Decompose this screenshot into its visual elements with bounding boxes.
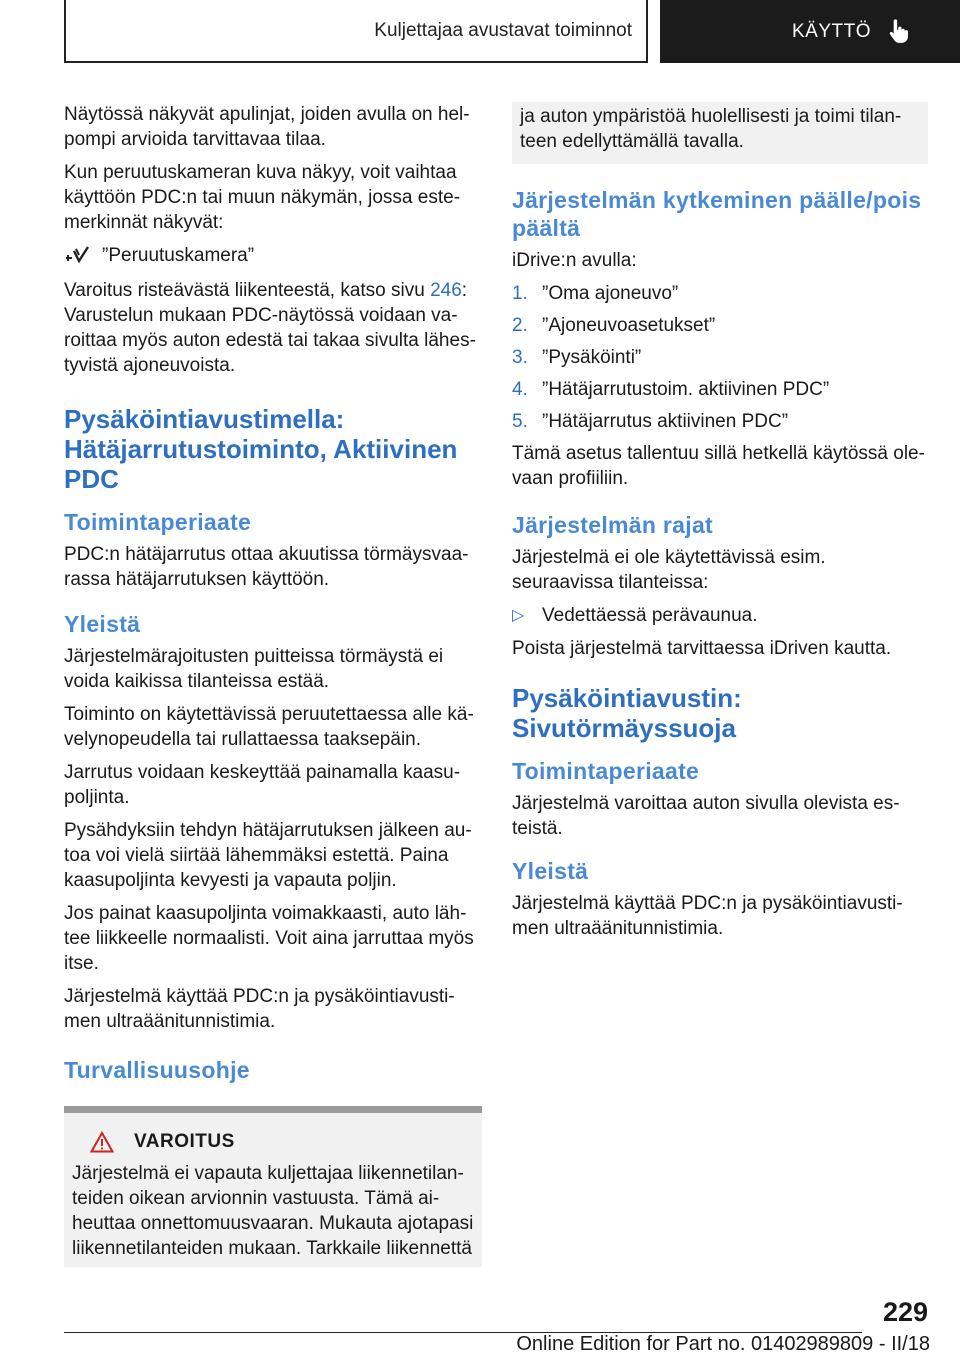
header-section-title <box>64 0 648 63</box>
bullet-list <box>512 603 928 628</box>
paragraph: Järjestelmä käyttää PDC:n ja pysäköintiavusti‐ men ultraäänitunnistimia. <box>512 893 903 939</box>
subheading: Toimintaperiaate <box>512 758 700 784</box>
list-item: 2. ”Ajoneuvoasetukset” <box>512 315 716 336</box>
section-heading: Pysäköintiavustin: Sivutörmäyssuoja <box>512 683 742 743</box>
triangle-bullet-icon: ▷ <box>512 607 525 624</box>
warning-bar <box>64 1106 482 1113</box>
paragraph: Pysähdyksiin tehdyn hätäjarrutuksen jälkeen au‐ toa voi vielä siirtää lähemmäksi estettä. Paina kaasupoljinta kevyesti ja vapauta poljin. <box>64 820 472 891</box>
pdc-camera-icon <box>64 246 90 266</box>
subheading: Yleistä <box>512 858 589 884</box>
page-link[interactable]: 246 <box>430 280 462 301</box>
left-column <box>64 102 482 1267</box>
warning-text: Järjestelmä ei vapauta kuljettajaa liikennetilan‐ teiden oikean arvionnin vastuusta. Tämä ai‐ heuttaa onnettomuusvaaran. Mukauta ajotapasi liikennetilanteiden mukaan. Tarkkaile liikennettä <box>72 1163 474 1259</box>
paragraph: PDC:n hätäjarrutus ottaa akuutissa törmäysvaa‐ rassa hätäjarrutuksen käyttöön. <box>64 544 469 590</box>
hand-pointer-icon <box>885 19 911 45</box>
list-item: 1. ”Oma ajoneuvo” <box>512 283 679 304</box>
paragraph: Järjestelmä ei ole käytettävissä esim. seuraavissa tilanteissa: <box>512 547 826 593</box>
header-chapter-tab[interactable] <box>660 0 960 63</box>
subheading: Järjestelmän rajat <box>512 512 714 538</box>
edition-info: Online Edition for Part no. 01402989809 - II/18 <box>516 1333 930 1355</box>
list-item: ▷ Vedettäessä perävaunua. <box>512 605 758 626</box>
warning-text: ja auton ympäristöä huolellisesti ja toimi tilan‐ teen edellyttämällä tavalla. <box>520 106 902 152</box>
right-column <box>512 102 928 949</box>
paragraph: Järjestelmä käyttää PDC:n ja pysäköintiavusti‐ men ultraäänitunnistimia. <box>64 986 455 1032</box>
paragraph: Järjestelmä varoittaa auton sivulla olevista es‐ teistä. <box>512 793 900 839</box>
list-item: 4. ”Hätäjarrutustoim. aktiivinen PDC” <box>512 379 830 400</box>
paragraph: Toiminto on käytettävissä peruutettaessa alle kä‐ velynopeudella tai rullattaessa taaksepäin. <box>64 704 474 750</box>
paragraph: Järjestelmärajoitusten puitteissa törmäystä ei voida kaikissa tilanteissa estää. <box>64 646 444 692</box>
subheading: Toimintaperiaate <box>64 509 252 535</box>
paragraph: Näytössä näkyvät apulinjat, joiden avulla on hel‐ pompi arvioida tarvittavaa tilaa. <box>64 104 470 150</box>
warning-box-continued <box>512 102 928 164</box>
paragraph: Poista järjestelmä tarvittaessa iDriven kautta. <box>512 638 892 659</box>
warning-title: VAROITUS <box>134 1131 235 1152</box>
paragraph: Varustelun mukaan PDC-näytössä voidaan va‐ roittaa myös auton edestä tai takaa sivulta lähes‐ tyvistä ajoneuvoista. <box>64 305 476 376</box>
chapter-title: KÄYTTÖ <box>792 20 872 42</box>
paragraph: Kun peruutuskameran kuva näkyy, voit vaihtaa käyttöön PDC:n tai muun näkymän, jossa este‐ merkinnät näkyvät: <box>64 162 461 233</box>
paragraph: Jos painat kaasupoljinta voimakkaasti, auto läh‐ tee liikkeelle normaalisti. Voit aina jarruttaa myös itse. <box>64 903 474 974</box>
camera-view-option <box>64 243 482 268</box>
camera-view-label: ”Peruutuskamera” <box>102 245 255 266</box>
subheading: Yleistä <box>64 611 141 637</box>
warning-triangle-icon <box>90 1131 114 1153</box>
warning-header <box>72 1131 474 1153</box>
subheading: Järjestelmän kytkeminen päälle/pois päältä <box>512 187 922 241</box>
paragraph: Jarrutus voidaan keskeyttää painamalla kaasu‐ poljinta. <box>64 762 461 808</box>
step-list <box>512 281 928 434</box>
section-heading: Pysäköintiavustimella: Hätäjarrutustoiminto, Aktiivinen PDC <box>64 404 458 494</box>
list-item: 5. ”Hätäjarrutus aktiivinen PDC” <box>512 411 789 432</box>
paragraph: Tämä asetus tallentuu sillä hetkellä käytössä ole‐ vaan profiiliin. <box>512 443 925 489</box>
paragraph: iDrive:n avulla: <box>512 250 637 271</box>
section-title: Kuljettajaa avustavat toiminnot <box>374 19 632 41</box>
paragraph: Varoitus risteävästä liikenteestä, katso sivu 246: <box>64 280 468 301</box>
subheading: Turvallisuusohje <box>64 1057 250 1083</box>
page-number: 229 <box>882 1297 928 1327</box>
warning-box <box>64 1113 482 1267</box>
list-item: 3. ”Pysäköinti” <box>512 347 642 368</box>
